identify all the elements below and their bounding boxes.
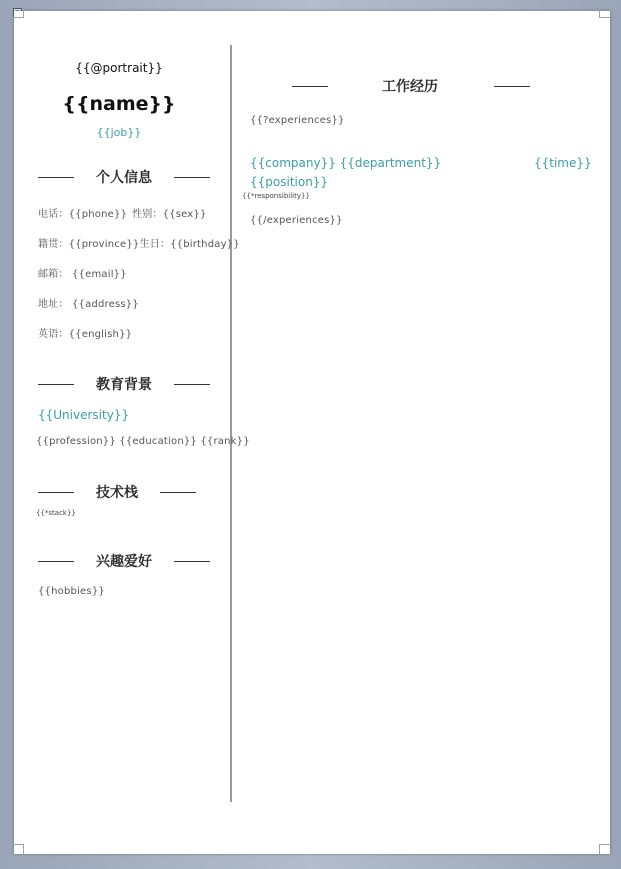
position-placeholder: {{position}} [250,175,329,189]
crop-mark-bottom-right [599,844,610,855]
section-rule-left [38,177,74,178]
hobbies-placeholder: {{hobbies}} [38,586,105,597]
crop-mark-top-left [13,7,24,18]
job-placeholder: {{job}} [96,126,142,139]
crop-mark-bottom-left [13,844,24,855]
province-birthday-field: 籍贯：{{province}}生日：{{birthday}} [38,239,240,250]
section-rule-left [38,384,74,385]
document-page [14,11,610,854]
section-title-tech: 技术栈 [96,485,138,501]
section-rule-left [38,492,74,493]
experiences-close-tag: {{/experiences}} [250,215,343,226]
section-title-experience: 工作经历 [382,79,438,95]
english-field: 英语：{{english}} [38,329,133,340]
education-details: {{profession}} {{education}} {{rank}} [36,436,250,447]
phone-field: 电话：{{phone}} [38,209,128,220]
name-placeholder: {{name}} [62,93,176,115]
section-rule-left [292,86,328,87]
time-placeholder: {{time}} [534,156,592,170]
section-title-education: 教育背景 [96,377,152,393]
company-department-placeholder: {{company}} {{department}} [250,156,442,170]
portrait-placeholder: {{@portrait}} [75,61,163,75]
section-rule-right [494,86,530,87]
section-rule-right [174,384,210,385]
university-placeholder: {{University}} [38,408,130,422]
sex-field: 性别：{{sex}} [132,209,207,220]
experiences-open-tag: {{?experiences}} [250,115,345,126]
section-rule-right [174,177,210,178]
crop-mark-top-right [599,7,610,18]
section-rule-left [38,561,74,562]
section-title-personal: 个人信息 [96,170,152,186]
column-divider [230,45,232,802]
section-title-hobbies: 兴趣爱好 [96,554,152,570]
address-field: 地址： {{address}} [38,299,139,310]
responsibility-placeholder: {{*responsibility}} [242,192,310,200]
section-rule-right [174,561,210,562]
section-rule-right [160,492,196,493]
email-field: 邮箱： {{email}} [38,269,127,280]
tech-stack-placeholder: {{*stack}} [36,509,76,517]
